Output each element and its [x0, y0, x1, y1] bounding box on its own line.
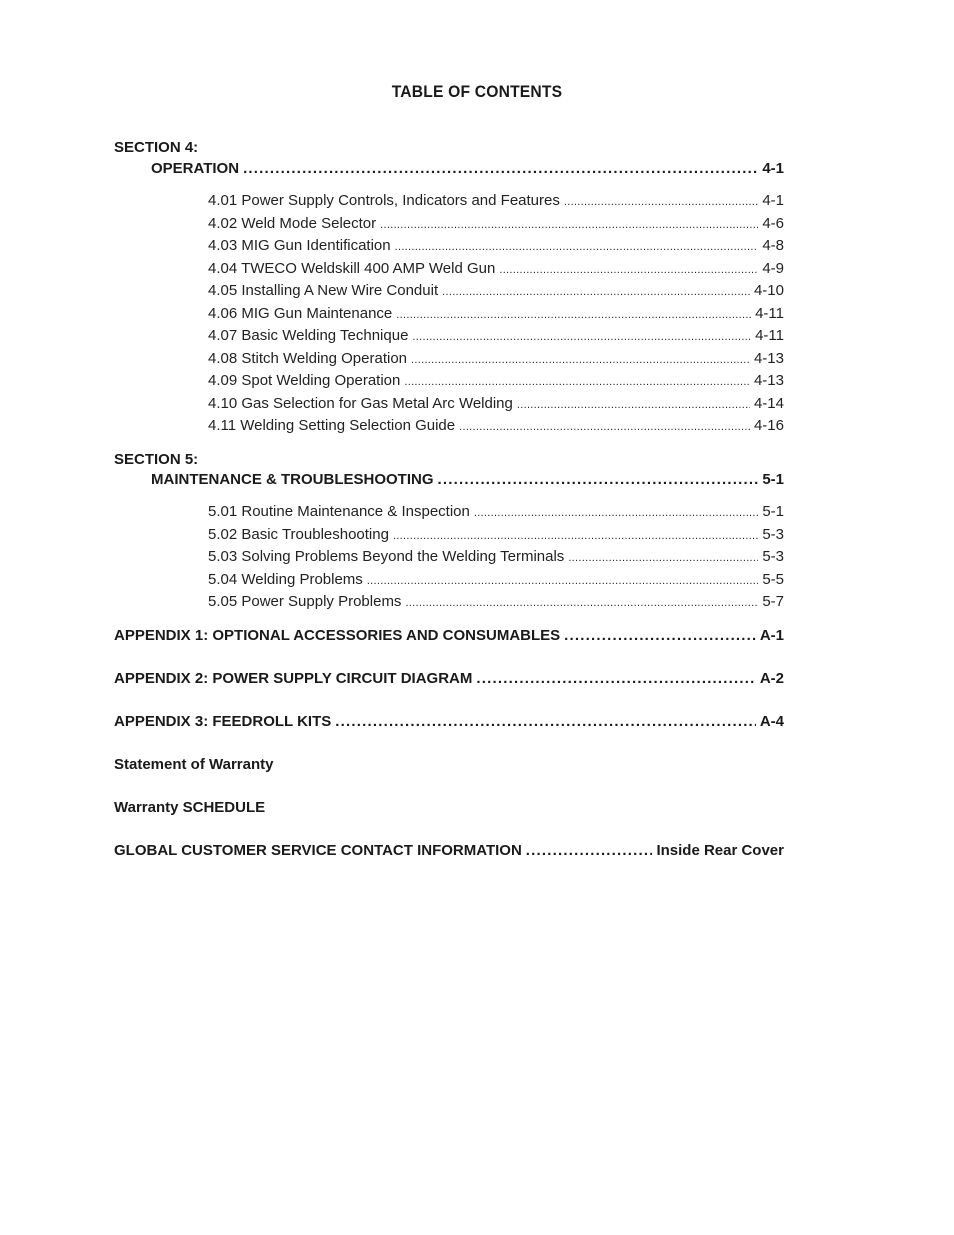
toc-subentry[interactable]	[208, 237, 784, 254]
toc-subentry[interactable]	[208, 548, 784, 565]
toc-entry-page: A-2	[759, 670, 784, 687]
toc-subentry[interactable]	[208, 192, 784, 209]
toc-subentry[interactable]	[208, 215, 784, 232]
dot-leader	[405, 593, 758, 610]
toc-subentry-label: 4.08 Stitch Welding Operation	[208, 349, 408, 367]
dot-leader	[395, 237, 759, 254]
dot-leader	[367, 571, 759, 588]
toc-subentry-label: 4.07 Basic Welding Technique	[208, 327, 409, 344]
dot-leader	[459, 417, 750, 434]
toc-entry-label: APPENDIX 2: POWER SUPPLY CIRCUIT DIAGRAM	[114, 670, 473, 687]
dot-leader	[412, 327, 751, 344]
dot-leader	[564, 192, 758, 209]
dot-leader	[404, 372, 750, 389]
toc-subentry-label: 4.03 MIG Gun Identification	[208, 237, 391, 254]
toc-entry-label: APPENDIX 1: OPTIONAL ACCESSORIES AND CONSUMABLES	[114, 627, 561, 644]
dot-leader	[568, 548, 758, 565]
toc-entry-label: MAINTENANCE & TROUBLESHOOTING	[151, 471, 434, 488]
toc-subentry[interactable]	[208, 395, 784, 412]
dot-leader	[243, 160, 758, 177]
toc-subentry[interactable]	[208, 593, 784, 610]
toc-subentry-page: 4-13	[753, 372, 784, 389]
toc-subentry-label: 4.10 Gas Selection for Gas Metal Arc Welding	[208, 394, 513, 412]
toc-subentry[interactable]	[208, 282, 784, 299]
toc-subentry[interactable]	[208, 260, 784, 277]
toc-entry-maintenance[interactable]	[151, 471, 784, 488]
toc-subentry-page: 5-5	[762, 570, 784, 588]
section-4-heading: SECTION 4:	[114, 139, 199, 156]
toc-subentry-label: 5.05 Power Supply Problems	[208, 593, 402, 610]
dot-leader	[476, 670, 755, 687]
toc-entry-warranty-statement[interactable]: Statement of Warranty	[114, 756, 274, 773]
dot-leader	[474, 503, 758, 520]
toc-subentry-label: 4.06 MIG Gun Maintenance	[208, 304, 393, 322]
dot-leader	[396, 305, 751, 322]
page-title: TABLE OF CONTENTS	[391, 82, 563, 101]
toc-subentry-label: 5.03 Solving Problems Beyond the Welding Terminals	[208, 548, 565, 565]
toc-subentry[interactable]	[208, 503, 784, 520]
dot-leader	[393, 526, 758, 543]
dot-leader	[438, 471, 759, 488]
toc-entry-page: Inside Rear Cover	[656, 842, 784, 859]
toc-subentry-page: 4-10	[753, 282, 784, 299]
toc-entry-appendix-2[interactable]	[114, 670, 784, 687]
dot-leader	[526, 842, 653, 859]
dot-leader	[380, 215, 758, 232]
toc-subentry-page: 5-1	[762, 503, 784, 520]
toc-subentry-label: 5.02 Basic Troubleshooting	[208, 525, 389, 543]
toc-entry-page: 4-1	[762, 160, 784, 177]
dot-leader	[564, 627, 756, 644]
toc-subentry-page: 4-9	[762, 259, 784, 277]
toc-subentry-label: 5.04 Welding Problems	[208, 570, 363, 588]
toc-subentry-page: 5-7	[762, 593, 784, 610]
dot-leader	[411, 350, 750, 367]
toc-subentry-page: 5-3	[762, 525, 784, 543]
toc-subentry[interactable]	[208, 305, 784, 322]
toc-subentry-label: 4.09 Spot Welding Operation	[208, 372, 401, 389]
toc-subentry[interactable]	[208, 350, 784, 367]
toc-entry-global-contact[interactable]	[114, 842, 784, 859]
toc-entry-warranty-schedule[interactable]: Warranty SCHEDULE	[114, 799, 266, 816]
toc-entry-label: GLOBAL CUSTOMER SERVICE CONTACT INFORMATION	[114, 842, 522, 859]
toc-subentry-label: 5.01 Routine Maintenance & Inspection	[208, 503, 470, 520]
toc-subentry[interactable]	[208, 417, 784, 434]
toc-subentry-page: 4-13	[753, 349, 784, 367]
toc-subentry-label: 4.11 Welding Setting Selection Guide	[208, 417, 456, 434]
dot-leader	[335, 713, 756, 730]
section-5-heading: SECTION 5:	[114, 451, 199, 468]
toc-subentry-page: 4-16	[753, 417, 784, 434]
toc-subentry-page: 4-14	[753, 394, 784, 412]
toc-subentry-label: 4.02 Weld Mode Selector	[208, 214, 377, 232]
toc-subentry-page: 4-1	[762, 192, 784, 209]
toc-subentry-label: 4.05 Installing A New Wire Conduit	[208, 282, 439, 299]
toc-subentry-page: 5-3	[762, 548, 784, 565]
toc-subentry[interactable]	[208, 372, 784, 389]
toc-entry-label: APPENDIX 3: FEEDROLL KITS	[114, 713, 332, 730]
toc-subentry-page: 4-11	[755, 327, 784, 344]
toc-entry-operation[interactable]	[151, 160, 784, 177]
toc-entry-page: A-1	[759, 627, 784, 644]
toc-subentry-label: 4.01 Power Supply Controls, Indicators and Features	[208, 192, 560, 209]
toc-entry-page: 5-1	[762, 471, 784, 488]
toc-subentry[interactable]	[208, 526, 784, 543]
toc-subentry-page: 4-8	[762, 237, 784, 254]
toc-entry-label: OPERATION	[151, 160, 240, 177]
toc-subentry-label: 4.04 TWECO Weldskill 400 AMP Weld Gun	[208, 259, 496, 277]
dot-leader	[517, 395, 750, 412]
toc-subentry-page: 4-11	[755, 304, 784, 322]
dot-leader	[442, 282, 750, 299]
toc-subentry-page: 4-6	[762, 214, 784, 232]
toc-subentry[interactable]	[208, 571, 784, 588]
toc-entry-appendix-3[interactable]	[114, 713, 784, 730]
toc-entry-appendix-1[interactable]	[114, 627, 784, 644]
toc-entry-page: A-4	[759, 713, 784, 730]
dot-leader	[499, 260, 758, 277]
toc-subentry[interactable]	[208, 327, 784, 344]
